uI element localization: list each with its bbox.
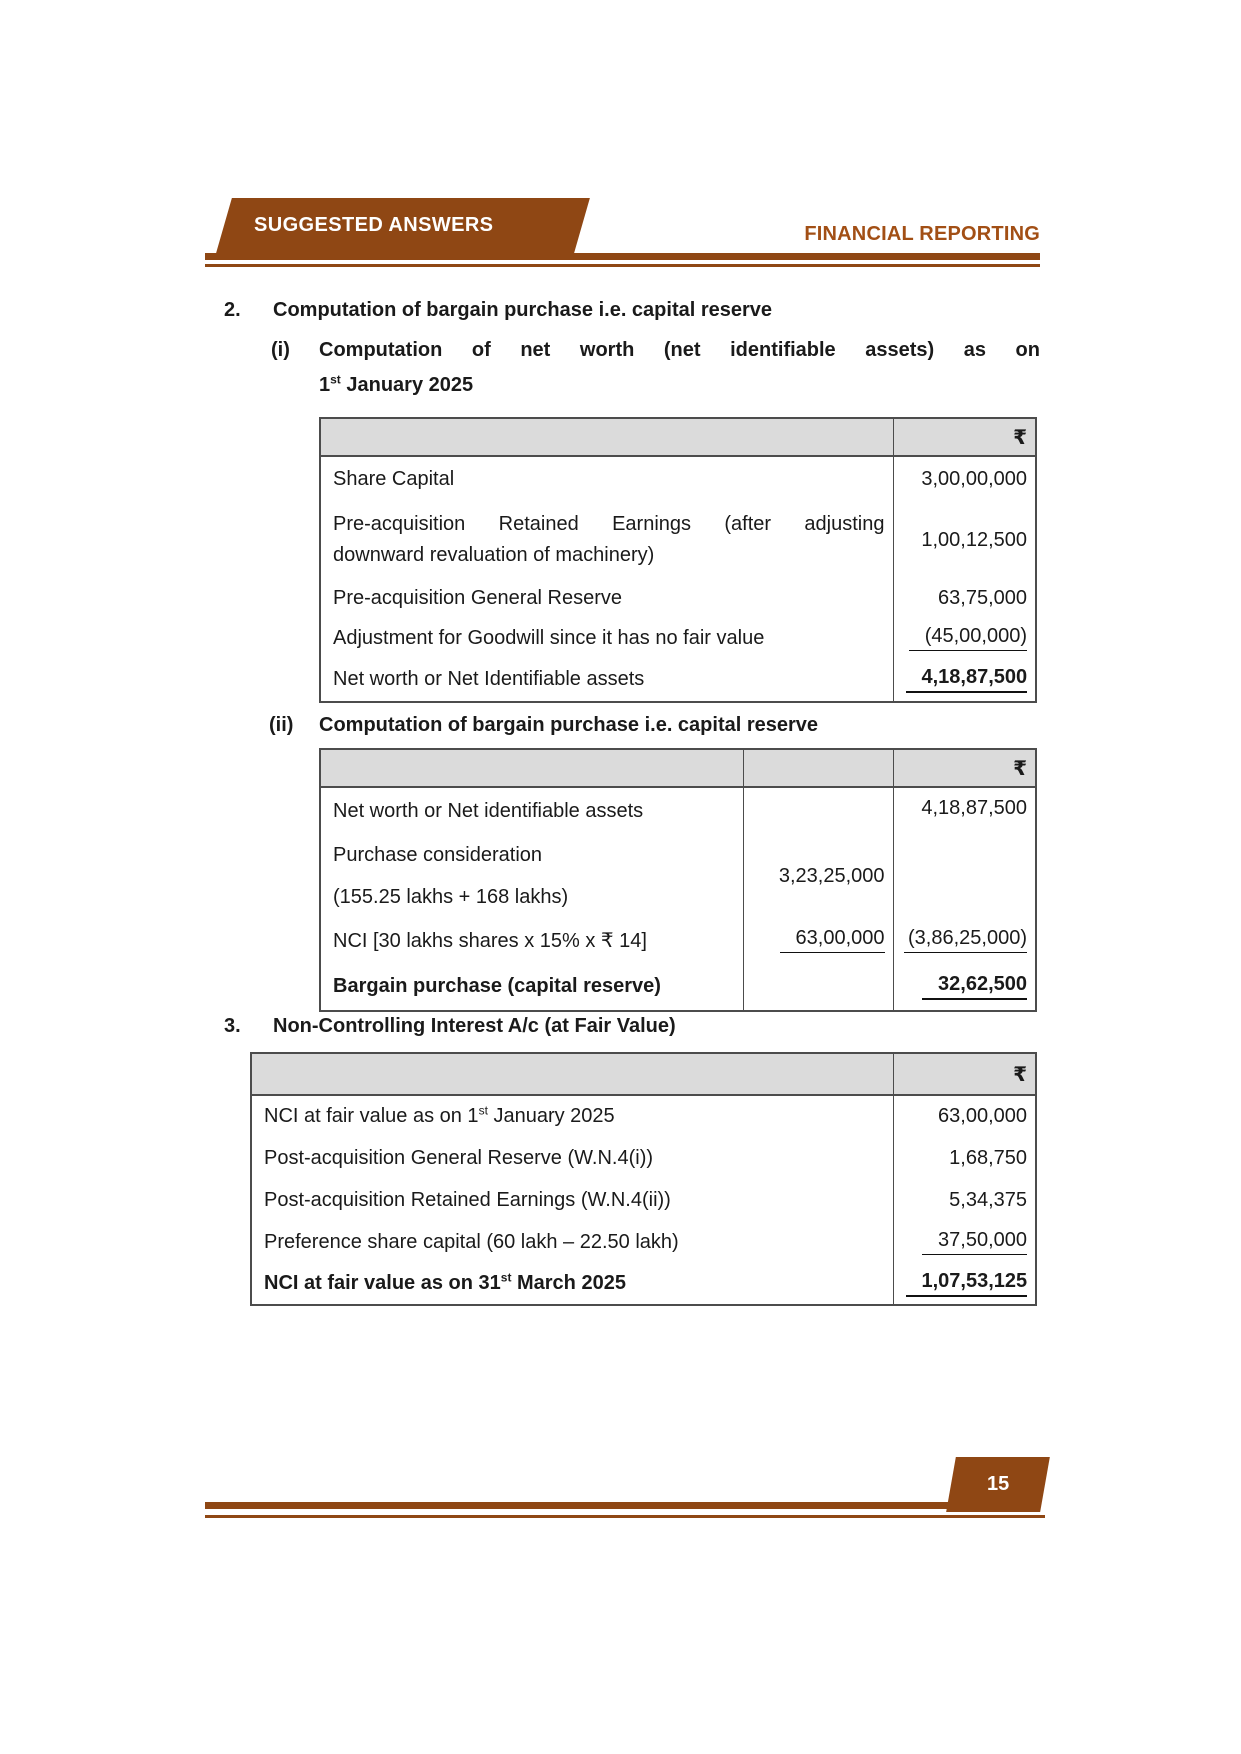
label-cell — [320, 835, 743, 917]
table-row — [320, 578, 1036, 618]
header-cell-empty — [320, 418, 893, 456]
label-text: January 2025 — [487, 1105, 615, 1127]
table-row — [251, 1179, 1036, 1221]
label-cell: Bargain purchase (capital reserve) — [333, 975, 661, 997]
header-cell-empty — [320, 749, 743, 787]
nci-fair-value-table — [250, 1052, 1037, 1306]
sub-ii-heading: Computation of bargain purchase i.e. capital reserve — [319, 714, 819, 736]
label-cell: Share Capital — [333, 468, 455, 490]
header-rule-thick — [205, 253, 1040, 260]
amount-cell: 5,34,375 — [893, 1179, 1036, 1221]
currency-header-cell: ₹ — [893, 749, 1036, 787]
label-cell: Adjustment for Goodwill since it has no fair value — [333, 626, 765, 649]
table-row — [320, 456, 1036, 502]
section2-number: 2. — [224, 299, 241, 321]
label-cell: Net worth or Net identifiable assets — [333, 800, 644, 822]
amount-cell: 63,00,000 — [893, 1095, 1036, 1137]
footer-rule-thin — [205, 1515, 1045, 1518]
table-total-row — [320, 963, 1036, 1011]
page-number: 15 — [986, 1473, 1010, 1495]
amount-cell: 1,68,750 — [893, 1137, 1036, 1179]
subject-title: FINANCIAL REPORTING — [804, 223, 1040, 245]
amount-cell — [893, 658, 1036, 702]
label-line1: Purchase consideration — [333, 843, 543, 866]
header-cell-empty — [251, 1053, 893, 1095]
amount-cell: 4,18,87,500 — [893, 787, 1036, 835]
amount-cell — [893, 917, 1036, 963]
total-amount-underlined: 4,18,87,500 — [906, 666, 1028, 693]
amount-cell — [743, 917, 893, 963]
header-rule-thin — [205, 264, 1040, 267]
footer-rule-thick — [205, 1502, 1040, 1509]
table-row — [251, 1221, 1036, 1263]
table-row — [320, 618, 1036, 658]
table-total-row — [251, 1263, 1036, 1305]
amount-cell: 3,00,00,000 — [893, 456, 1036, 502]
amount-cell: 1,00,12,500 — [893, 502, 1036, 578]
currency-header-cell: ₹ — [893, 1053, 1036, 1095]
table-row — [320, 917, 1036, 963]
label-text: NCI at fair value as on 31 — [264, 1272, 501, 1294]
amount-underlined: 37,50,000 — [922, 1229, 1027, 1255]
label-line1: Pre-acquisition Retained Earnings (after adjusting — [333, 513, 885, 535]
amount-cell — [893, 1263, 1036, 1305]
amount-cell — [893, 963, 1036, 1011]
label-cell: Post-acquisition General Reserve (W.N.4(i)) — [264, 1146, 654, 1169]
label-cell — [320, 502, 893, 578]
table-row — [320, 787, 1036, 835]
table-header-row — [320, 749, 1036, 787]
amount-underlined: 63,00,000 — [780, 927, 885, 953]
table-row — [320, 835, 1036, 917]
amount-cell — [893, 618, 1036, 658]
sub-ii-label: (ii) — [269, 714, 294, 736]
label-cell: Net worth or Net Identifiable assets — [333, 668, 645, 690]
label-cell — [251, 1263, 893, 1305]
label-text: March 2025 — [511, 1272, 626, 1294]
section3-number: 3. — [224, 1015, 241, 1037]
table-total-row — [320, 658, 1036, 702]
empty-cell — [743, 963, 893, 1011]
currency-header-cell: ₹ — [893, 418, 1036, 456]
section3-title: Non-Controlling Interest A/c (at Fair Value) — [273, 1015, 676, 1037]
table-row — [251, 1095, 1036, 1137]
table-header-row — [320, 418, 1036, 456]
table-row — [251, 1137, 1036, 1179]
label-cell: NCI [30 lakhs shares x 15% x ₹ 14] — [333, 929, 647, 952]
label-line2: downward revaluation of machinery) — [333, 544, 655, 566]
amount-underlined: (45,00,000) — [909, 625, 1027, 651]
superscript: st — [500, 1270, 512, 1285]
amount-cell: 63,75,000 — [893, 578, 1036, 618]
sub-i-heading-line2 — [319, 372, 473, 399]
sub-i-label: (i) — [271, 339, 290, 361]
total-amount-underlined: 32,62,500 — [922, 973, 1027, 1000]
amount-cell — [893, 1221, 1036, 1263]
banner-label: SUGGESTED ANSWERS — [254, 214, 494, 236]
total-amount-underlined: 1,07,53,125 — [906, 1270, 1028, 1297]
superscript: st — [478, 1103, 488, 1118]
net-worth-table — [319, 417, 1037, 703]
label-cell: Preference share capital (60 lakh – 22.50 lakh) — [264, 1230, 679, 1253]
suggested-answers-banner — [216, 198, 590, 253]
label-cell: Post-acquisition Retained Earnings (W.N.4(ii)) — [264, 1188, 671, 1211]
amount-cell: 3,23,25,000 — [743, 835, 893, 917]
table-row — [320, 502, 1036, 578]
date-rest: January 2025 — [340, 374, 474, 396]
label-cell: Pre-acquisition General Reserve — [333, 586, 623, 609]
label-line2: (155.25 lakhs + 168 lakhs) — [333, 885, 569, 908]
label-text: NCI at fair value as on 1 — [264, 1105, 479, 1127]
section2-title: Computation of bargain purchase i.e. capital reserve — [273, 299, 773, 321]
sub-i-heading-line1: Computation of net worth (net identifiable assets) as on — [319, 339, 1040, 361]
superscript: st — [330, 372, 341, 387]
amount-cell — [743, 787, 893, 835]
date-number: 1 — [319, 374, 331, 396]
label-cell — [251, 1095, 893, 1137]
table-header-row — [251, 1053, 1036, 1095]
bargain-purchase-table — [319, 748, 1037, 1012]
empty-cell — [893, 835, 1036, 917]
amount-underlined: (3,86,25,000) — [904, 927, 1027, 953]
header-cell-empty — [743, 749, 893, 787]
